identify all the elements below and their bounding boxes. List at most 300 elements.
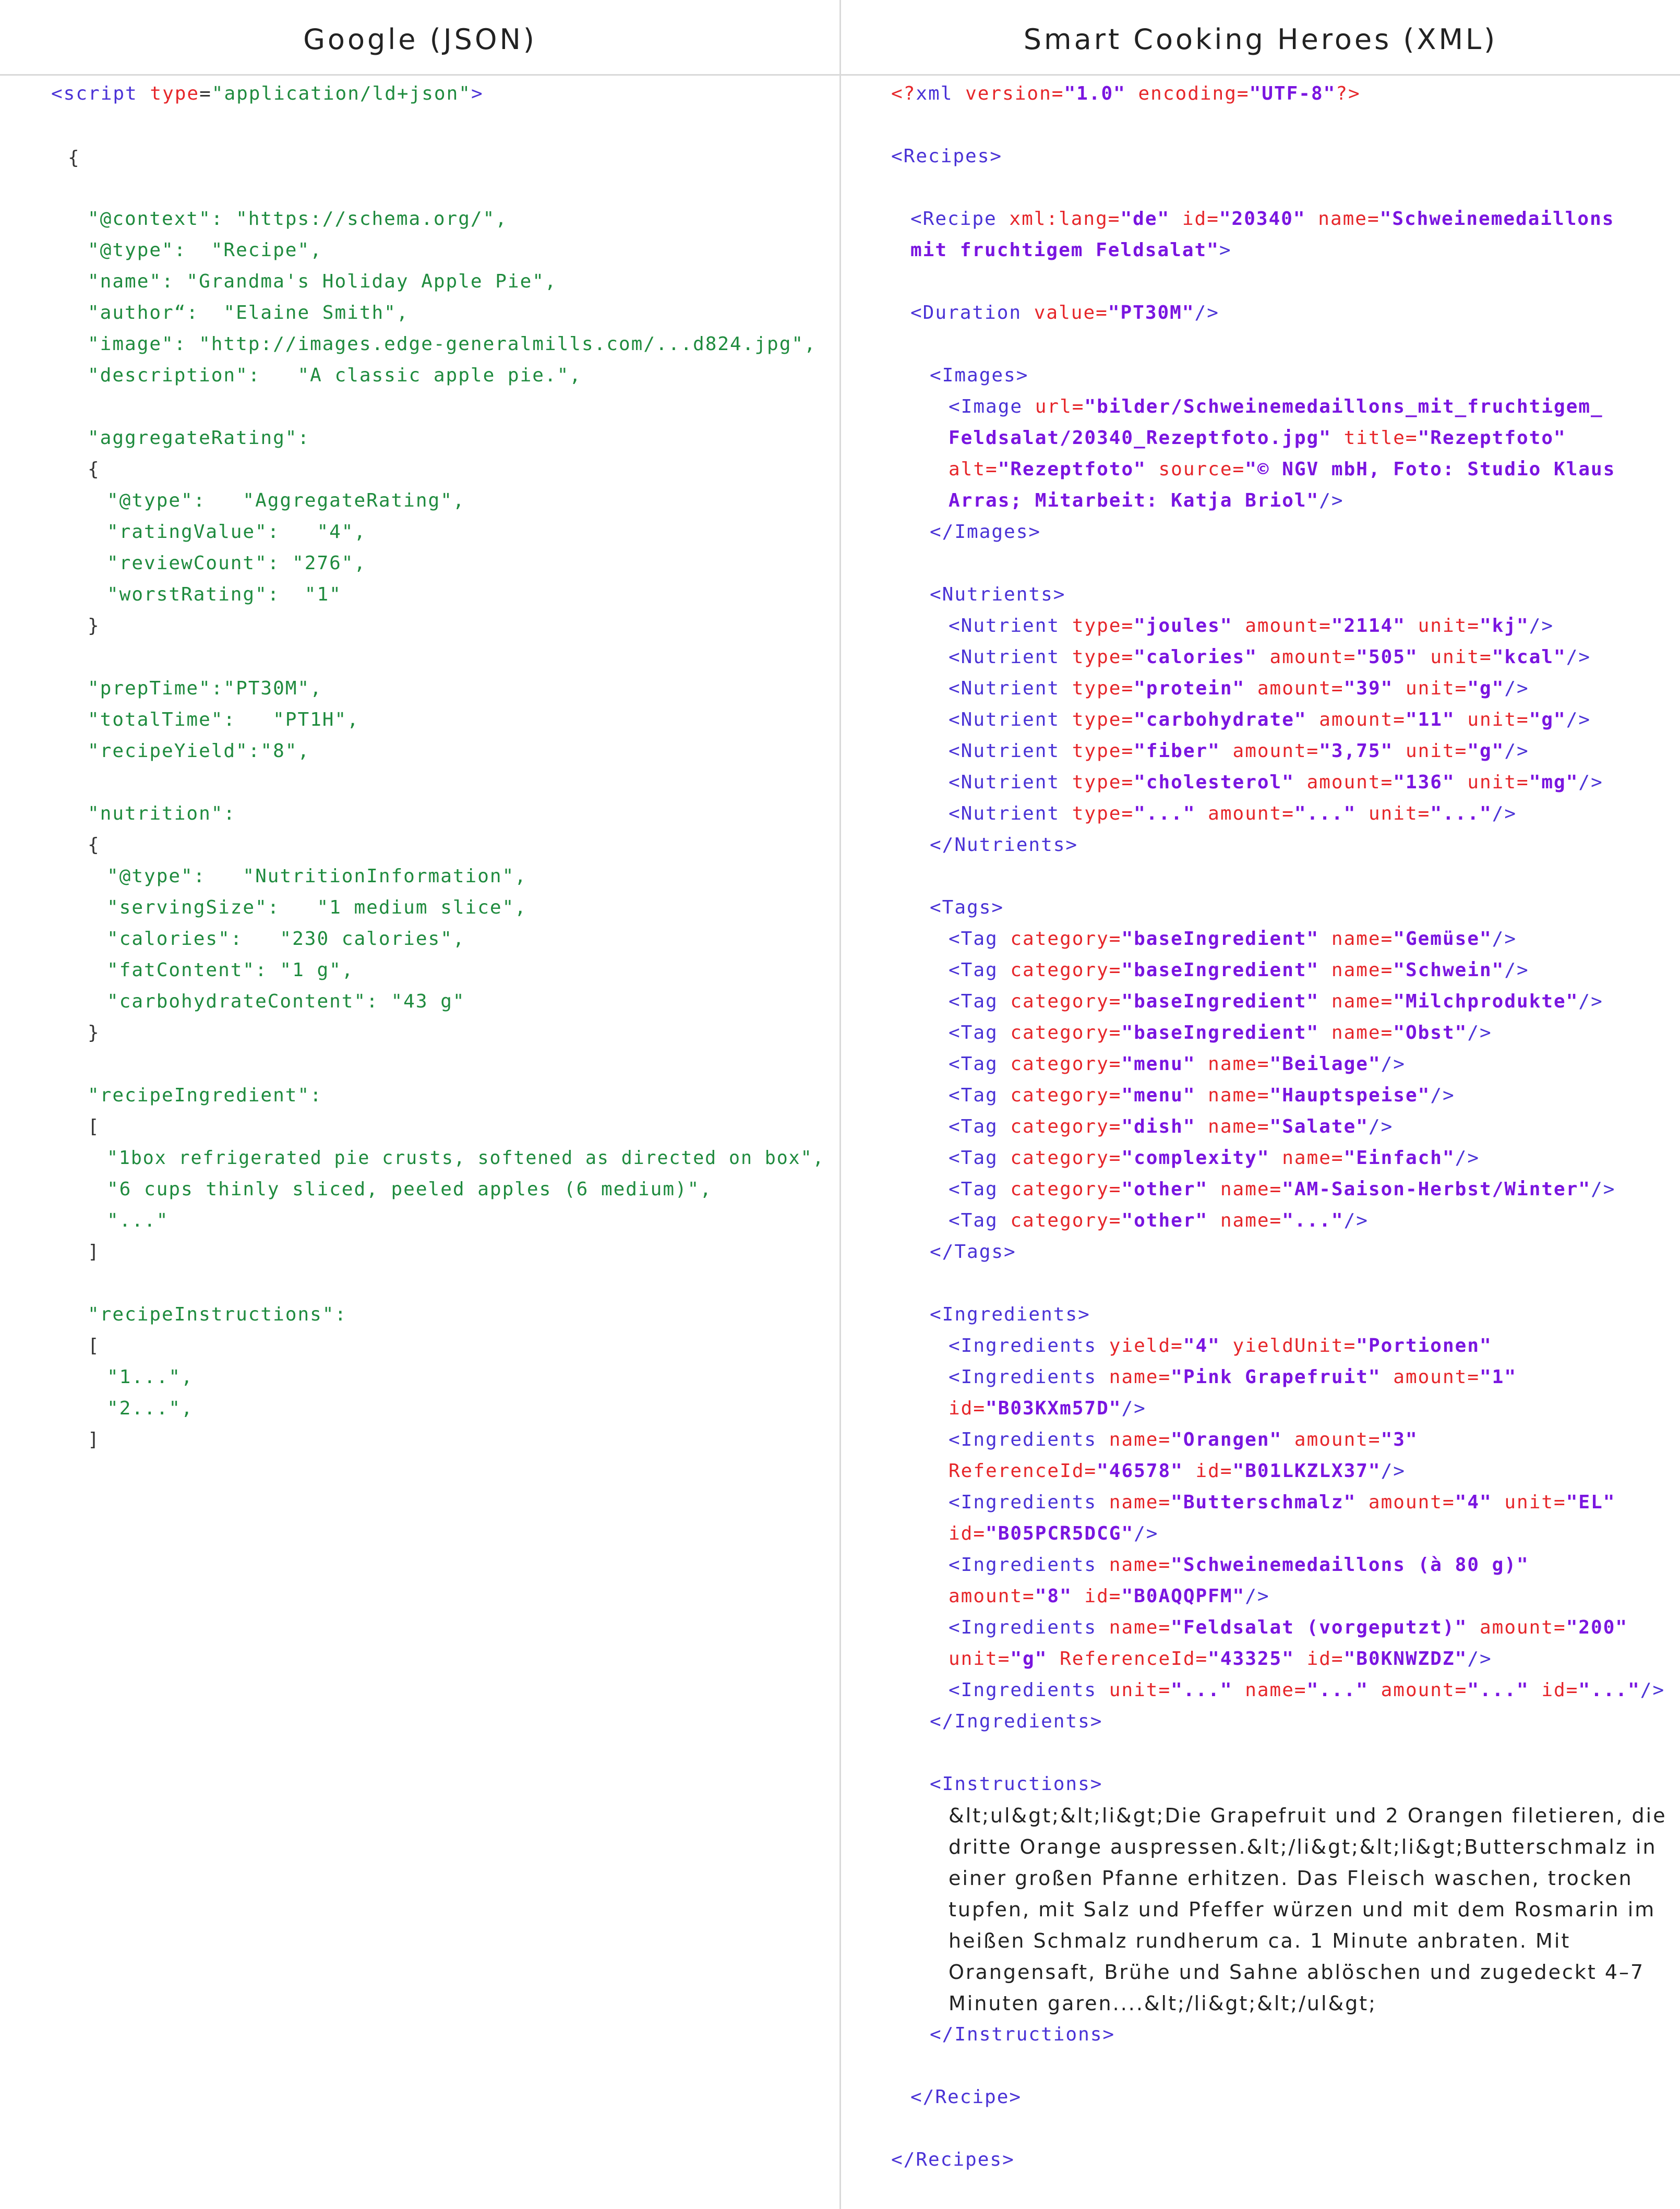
code-token: />: [1134, 1523, 1159, 1544]
xml-code-line: [949, 1457, 1406, 1486]
code-token: name=: [1195, 1085, 1270, 1106]
code-token: >: [1219, 239, 1232, 261]
code-token: <Ingredients: [949, 1429, 1109, 1450]
code-token: "baseIngredient": [1121, 991, 1319, 1012]
code-token: category=: [1010, 1147, 1122, 1169]
json-code-line: [88, 330, 817, 359]
code-token: amount=: [1195, 803, 1294, 824]
code-token: />: [1319, 490, 1344, 511]
code-token: "recipeInstructions":: [88, 1304, 347, 1325]
code-token: amount=: [1294, 772, 1394, 793]
code-token: amount=: [1282, 1429, 1381, 1450]
code-token: <Nutrient: [949, 772, 1072, 793]
code-token: "...": [1134, 803, 1196, 824]
json-code-line: [107, 1363, 194, 1392]
xml-code-line: [949, 1832, 1657, 1863]
code-token: {: [88, 459, 100, 480]
code-token: id=: [1529, 1679, 1579, 1701]
code-token: "43325": [1208, 1648, 1294, 1670]
code-token: Feldsalat/20340_Rezeptfoto.jpg": [949, 427, 1331, 449]
code-token: amount=: [949, 1586, 1035, 1607]
code-token: "baseIngredient": [1121, 1022, 1319, 1043]
json-code-line: [88, 1300, 347, 1329]
code-token: name=: [1109, 1429, 1171, 1450]
code-token: }: [88, 615, 100, 637]
code-token: "8": [1035, 1586, 1072, 1607]
code-token: "fiber": [1134, 740, 1220, 762]
code-token: xml: [916, 83, 966, 104]
xml-code-line: [949, 1331, 1492, 1361]
code-token: name=: [1208, 1210, 1282, 1231]
json-code-line: [107, 1394, 194, 1423]
code-token: "...": [1171, 1679, 1233, 1701]
code-token: <Images>: [930, 365, 1029, 386]
code-token: "1box refrigerated pie crusts, softened as directed on box",: [107, 1147, 825, 1169]
code-token: "B03KXm57D": [986, 1398, 1122, 1419]
code-token: "...": [1467, 1679, 1529, 1701]
code-token: "g": [1010, 1648, 1048, 1670]
xml-code-line: [949, 1551, 1529, 1580]
code-token: type=: [1072, 772, 1134, 793]
code-token: "@type": "Recipe",: [88, 239, 322, 261]
xml-code-line: [949, 1175, 1615, 1204]
code-token: </Nutrients>: [930, 834, 1078, 856]
code-token: "Schweinemedaillons (à 80 g)": [1171, 1554, 1529, 1576]
code-token: "g": [1467, 740, 1505, 762]
xml-code-line: [949, 1895, 1655, 1925]
code-token: </Ingredients>: [930, 1711, 1103, 1732]
code-token: name=: [1319, 959, 1394, 981]
code-token: name=: [1109, 1554, 1171, 1576]
xml-code-line: [930, 518, 1041, 547]
code-token: version=: [965, 83, 1064, 104]
code-token: type=: [1072, 803, 1134, 824]
code-token: "Salate": [1269, 1116, 1369, 1137]
code-token: unit=: [1455, 772, 1529, 793]
code-token: id=: [949, 1523, 986, 1544]
code-token: "joules": [1134, 615, 1233, 637]
code-token: "Einfach": [1343, 1147, 1455, 1169]
json-code-line: [107, 862, 527, 891]
code-token: "menu": [1121, 1053, 1196, 1075]
code-token: "Rezeptfoto": [998, 459, 1146, 480]
code-token: "Schwein": [1393, 959, 1505, 981]
code-token: Arras; Mitarbeit: Katja Briol": [949, 490, 1319, 511]
code-token: />: [1455, 1147, 1480, 1169]
code-token: url=: [1035, 396, 1085, 417]
code-token: "carbohydrateContent": "43 g": [107, 991, 465, 1012]
code-token: "kj": [1480, 615, 1529, 637]
xml-code-line: [930, 831, 1078, 860]
json-code-line: [107, 580, 342, 609]
code-token: name=: [1319, 991, 1394, 1012]
code-token: name=: [1269, 1147, 1344, 1169]
code-token: id=: [1183, 1460, 1233, 1482]
code-token: ?>: [1336, 83, 1361, 104]
code-token: <Tags>: [930, 897, 1004, 918]
json-code-line: [88, 831, 100, 860]
code-token: <Recipes>: [891, 146, 1003, 167]
code-token: category=: [1010, 1116, 1122, 1137]
json-code-line: [107, 987, 465, 1016]
code-token: >: [471, 83, 484, 104]
xml-code-line: [949, 1018, 1492, 1048]
code-token: "Gemüse": [1393, 928, 1492, 950]
xml-code-line: [949, 643, 1591, 672]
code-token: <Tag: [949, 1210, 1011, 1231]
code-token: amount=: [1232, 615, 1331, 637]
code-token: "ratingValue": "4",: [107, 521, 367, 543]
code-token: />: [1121, 1398, 1146, 1419]
code-token: "...": [1578, 1679, 1640, 1701]
xml-code-line: [949, 1644, 1492, 1674]
xml-code-line: [949, 424, 1566, 453]
code-token: "...": [1282, 1210, 1344, 1231]
code-token: <Tag: [949, 1179, 1011, 1200]
code-token: name=: [1319, 928, 1394, 950]
code-token: amount=: [1220, 740, 1319, 762]
json-code-line: [107, 549, 366, 578]
json-code-line: [68, 143, 80, 173]
code-token: "bilder/Schweinemedaillons_mit_fruchtigem_: [1084, 396, 1603, 417]
code-token: "...": [107, 1210, 169, 1231]
code-token: "calories": [1134, 646, 1257, 668]
code-token: "B05PCR5DCG": [986, 1523, 1134, 1544]
code-token: <Nutrient: [949, 803, 1072, 824]
code-token: "other": [1121, 1179, 1208, 1200]
json-code-line: [88, 455, 100, 484]
json-code-line: [107, 925, 465, 954]
code-token: name=: [1305, 208, 1380, 230]
code-token: name=: [1232, 1679, 1307, 1701]
code-token: "name": "Grandma's Holiday Apple Pie",: [88, 271, 557, 292]
code-token: =: [199, 83, 212, 104]
code-token: />: [1343, 1210, 1369, 1231]
code-token: name=: [1195, 1116, 1270, 1137]
code-token: ReferenceId=: [1047, 1648, 1208, 1670]
code-token: Orangensaft, Brühe und Sahne ablöschen und zugedeckt 4–7: [949, 1961, 1645, 1984]
json-code-line: [88, 1018, 100, 1048]
code-token: <Tag: [949, 928, 1011, 950]
code-token: heißen Schmalz rundherum ca. 1 Minute anbraten. Mit: [949, 1929, 1571, 1952]
code-token: "recipeIngredient":: [88, 1085, 322, 1106]
code-token: "EL": [1566, 1492, 1616, 1513]
code-token: "@context": "https://schema.org/",: [88, 208, 508, 230]
code-token: "Feldsalat (vorgeputzt)": [1171, 1617, 1468, 1638]
xml-code-line: [949, 1676, 1665, 1705]
code-token: <Ingredients: [949, 1617, 1109, 1638]
xml-code-line: [949, 799, 1517, 829]
code-token: unit=: [949, 1648, 1011, 1670]
code-token: <script: [51, 83, 150, 104]
smart-cooking-heroes-xml-header: Smart Cooking Heroes (XML): [1023, 23, 1498, 56]
json-code-line: [107, 956, 354, 985]
xml-code-line: [910, 205, 1614, 234]
code-token: "3,75": [1319, 740, 1394, 762]
code-token: "Butterschmalz": [1171, 1492, 1357, 1513]
code-token: [: [88, 1116, 100, 1137]
xml-code-line: [949, 1613, 1628, 1642]
xml-code-line: [949, 737, 1529, 766]
code-token: <Nutrients>: [930, 584, 1066, 605]
code-token: "cholesterol": [1134, 772, 1294, 793]
json-code-line: [88, 267, 557, 296]
code-token: <Ingredients>: [930, 1304, 1090, 1325]
code-token: name=: [1195, 1053, 1270, 1075]
code-token: tupfen, mit Salz und Pfeffer würzen und mit dem Rosmarin im: [949, 1898, 1656, 1921]
code-token: type=: [1072, 709, 1134, 730]
xml-code-line: [949, 1926, 1570, 1956]
code-token: />: [1430, 1085, 1455, 1106]
code-token: ]: [88, 1429, 100, 1450]
code-token: />: [1578, 772, 1603, 793]
code-token: title=: [1331, 427, 1418, 449]
xml-code-line: [949, 925, 1517, 954]
code-token: "UTF-8": [1249, 83, 1336, 104]
code-token: amount=: [1245, 678, 1344, 699]
xml-code-line: [949, 486, 1344, 515]
code-token: <Nutrient: [949, 678, 1072, 699]
code-token: type: [150, 83, 200, 104]
code-token: "g": [1467, 678, 1505, 699]
code-token: <Ingredients: [949, 1492, 1109, 1513]
code-token: ReferenceId=: [949, 1460, 1097, 1482]
code-token: {: [88, 834, 100, 856]
xml-code-line: [949, 1206, 1369, 1235]
xml-code-line: [949, 1488, 1615, 1517]
json-code-line: [88, 205, 508, 234]
code-token: unit=: [1393, 678, 1468, 699]
code-token: <Tag: [949, 1053, 1011, 1075]
code-token: Minuten garen....&lt;/li&gt;&lt;/ul&gt;: [949, 1992, 1377, 2015]
code-token: <Image: [949, 396, 1035, 417]
xml-code-line: [949, 1363, 1517, 1392]
code-token: "11": [1405, 709, 1455, 730]
code-token: "Pink Grapefruit": [1171, 1366, 1381, 1388]
xml-code-line: [949, 705, 1591, 735]
code-token: "Rezeptfoto": [1418, 427, 1566, 449]
code-token: <Nutrient: [949, 740, 1072, 762]
code-token: category=: [1010, 1179, 1122, 1200]
code-token: unit=: [1356, 803, 1431, 824]
code-token: unit=: [1455, 709, 1529, 730]
json-code-line: [107, 518, 366, 547]
code-token: </Instructions>: [930, 2024, 1115, 2045]
code-token: "Hauptspeise": [1269, 1085, 1431, 1106]
xml-code-line: [891, 142, 1002, 171]
xml-code-line: [949, 1864, 1633, 1894]
code-token: <Instructions>: [930, 1773, 1103, 1795]
json-code-line: [88, 737, 310, 766]
code-token: alt=: [949, 459, 998, 480]
code-token: category=: [1010, 991, 1122, 1012]
xml-code-line: [949, 455, 1615, 484]
xml-code-line: [949, 1050, 1406, 1079]
code-token: name=: [1109, 1617, 1171, 1638]
code-token: category=: [1010, 928, 1122, 950]
code-token: value=: [1034, 302, 1108, 323]
xml-code-line: [949, 1081, 1455, 1110]
code-token: "Portionen": [1356, 1335, 1492, 1356]
code-token: "Beilage": [1269, 1053, 1381, 1075]
code-token: "...": [1430, 803, 1492, 824]
code-token: />: [1492, 928, 1517, 950]
code-token: "20340": [1219, 208, 1306, 230]
json-code-line: [107, 486, 465, 515]
code-token: "baseIngredient": [1121, 928, 1319, 950]
code-token: "1": [1480, 1366, 1517, 1388]
xml-code-line: [891, 2145, 1015, 2175]
script-tag-line: [51, 79, 484, 109]
json-code-line: [107, 1206, 169, 1235]
code-token: amount=: [1306, 709, 1406, 730]
code-token: <Ingredients: [949, 1679, 1109, 1701]
code-token: "mg": [1529, 772, 1579, 793]
json-code-line: [88, 705, 359, 735]
code-token: "200": [1566, 1617, 1628, 1638]
code-token: "fatContent": "1 g",: [107, 959, 354, 981]
xml-code-line: [949, 1801, 1667, 1831]
code-token: dritte Orange auspressen.&lt;/li&gt;&lt;li&gt;Butterschmalz in: [949, 1835, 1657, 1858]
code-token: "39": [1343, 678, 1394, 699]
code-token: "aggregateRating":: [88, 427, 310, 449]
xml-code-line: [910, 236, 1232, 265]
xml-code-line: [910, 298, 1219, 328]
code-token: "6 cups thinly sliced, peeled apples (6 medium)",: [107, 1179, 713, 1200]
code-token: name=: [1109, 1366, 1171, 1388]
code-token: />: [1504, 740, 1529, 762]
code-token: <Recipe: [910, 208, 1010, 230]
xml-code-line: [930, 1707, 1102, 1736]
code-token: <Tag: [949, 1147, 1011, 1169]
xml-code-line: [930, 1770, 1102, 1799]
xml-code-line: [949, 674, 1529, 703]
code-token: />: [1591, 1179, 1616, 1200]
code-token: />: [1566, 646, 1591, 668]
code-token: unit=: [1418, 646, 1492, 668]
code-token: "other": [1121, 1210, 1208, 1231]
code-token: amount=: [1257, 646, 1357, 668]
json-code-line: [88, 236, 322, 265]
code-token: "2...",: [107, 1398, 194, 1419]
code-token: "dish": [1121, 1116, 1196, 1137]
xml-code-line: [930, 580, 1065, 609]
code-token: amount=: [1356, 1492, 1455, 1513]
code-token: </Tags>: [930, 1241, 1016, 1263]
code-token: type=: [1072, 678, 1134, 699]
json-code-line: [88, 424, 310, 453]
code-token: "worstRating": "1": [107, 584, 342, 605]
code-token: encoding=: [1125, 83, 1250, 104]
code-token: "4": [1183, 1335, 1220, 1356]
code-token: "complexity": [1121, 1147, 1270, 1169]
code-token: }: [88, 1022, 100, 1043]
code-token: "136": [1393, 772, 1455, 793]
code-token: <Tag: [949, 959, 1011, 981]
code-token: &lt;ul&gt;&lt;li&gt;Die Grapefruit und 2 Orangen filetieren, die: [949, 1804, 1667, 1827]
code-token: />: [1467, 1022, 1492, 1043]
xml-code-line: [930, 361, 1028, 390]
code-token: yieldUnit=: [1220, 1335, 1357, 1356]
code-token: "46578": [1097, 1460, 1183, 1482]
code-token: />: [1381, 1460, 1406, 1482]
code-token: />: [1245, 1586, 1270, 1607]
code-token: category=: [1010, 959, 1122, 981]
code-token: unit=: [1405, 615, 1480, 637]
json-code-line: [88, 361, 582, 390]
code-token: "baseIngredient": [1121, 959, 1319, 981]
code-token: "Obst": [1393, 1022, 1468, 1043]
code-token: name=: [1208, 1179, 1282, 1200]
json-code-line: [88, 1081, 322, 1110]
xml-code-line: [949, 1144, 1480, 1173]
code-token: />: [1640, 1679, 1665, 1701]
code-token: "prepTime":"PT30M",: [88, 678, 322, 699]
code-token: "...": [1294, 803, 1357, 824]
code-token: amount=: [1368, 1679, 1468, 1701]
code-token: <Ingredients: [949, 1554, 1109, 1576]
code-token: "PT30M": [1108, 302, 1195, 323]
code-token: yield=: [1109, 1335, 1183, 1356]
json-code-line: [88, 674, 322, 703]
code-token: <Nutrient: [949, 646, 1072, 668]
code-token: name=: [1109, 1492, 1171, 1513]
xml-code-line: [930, 893, 1004, 922]
xml-code-line: [949, 768, 1603, 797]
code-token: "carbohydrate": [1134, 709, 1307, 730]
code-token: "calories": "230 calories",: [107, 928, 465, 950]
xml-code-line: [949, 987, 1603, 1016]
xml-code-line: [930, 2020, 1115, 2049]
code-token: <Nutrient: [949, 615, 1072, 637]
code-token: />: [1467, 1648, 1492, 1670]
json-code-line: [107, 893, 527, 922]
xml-code-line: [910, 2083, 1022, 2112]
code-token: xml:lang=: [1009, 208, 1121, 230]
code-token: "menu": [1121, 1085, 1196, 1106]
xml-code-line: [891, 79, 1361, 109]
code-token: category=: [1010, 1022, 1122, 1043]
code-token: type=: [1072, 646, 1134, 668]
code-token: "...": [1306, 1679, 1369, 1701]
code-token: unit=: [1393, 740, 1468, 762]
xml-code-line: [949, 1394, 1146, 1423]
code-token: "© NGV mbH, Foto: Studio Klaus: [1245, 459, 1616, 480]
code-token: "@type": "NutritionInformation",: [107, 866, 527, 887]
xml-code-line: [930, 1300, 1090, 1329]
code-token: <Tag: [949, 991, 1011, 1012]
code-token: unit=: [1109, 1679, 1171, 1701]
code-token: category=: [1010, 1053, 1122, 1075]
code-token: />: [1566, 709, 1591, 730]
code-token: category=: [1010, 1210, 1122, 1231]
code-token: "505": [1356, 646, 1418, 668]
code-token: {: [68, 147, 80, 169]
code-token: />: [1578, 991, 1603, 1012]
code-token: />: [1194, 302, 1219, 323]
json-code-line: [107, 1175, 712, 1204]
code-token: mit fruchtigem Feldsalat": [910, 239, 1219, 261]
code-token: />: [1504, 959, 1529, 981]
code-token: id=: [1072, 1586, 1122, 1607]
xml-code-line: [949, 1425, 1418, 1455]
code-token: <Ingredients: [949, 1335, 1109, 1356]
code-token: "1...",: [107, 1366, 194, 1388]
code-token: amount=: [1467, 1617, 1566, 1638]
code-token: "totalTime": "PT1H",: [88, 709, 359, 730]
code-token: </Images>: [930, 521, 1041, 543]
json-code-line: [88, 1112, 100, 1142]
